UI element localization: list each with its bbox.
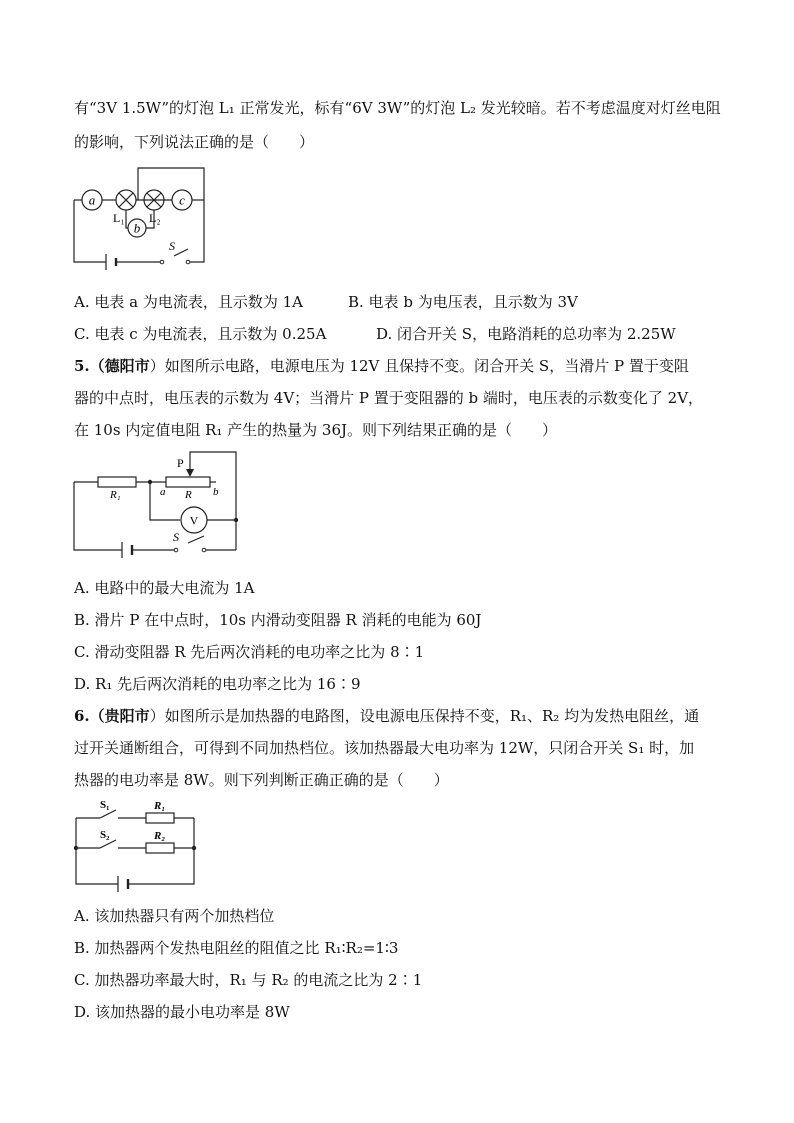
- q6-option-d: D. 该加热器的最小电功率是 8W: [74, 1003, 290, 1021]
- q5-number: 5.（: [74, 357, 105, 375]
- rheostat-r-label: R: [185, 489, 192, 501]
- q6-option-a: A. 该加热器只有两个加热档位: [74, 907, 275, 925]
- meter-c-label: c: [179, 192, 185, 208]
- lamp-l1-label: L₁: [113, 211, 125, 225]
- q6-circuit-diagram: [70, 800, 200, 892]
- q5-stem-line3: 在 10s 内定值电阻 R₁ 产生的热量为 36J。则下列结果正确的是（ ）: [74, 421, 558, 439]
- q5-option-d: D. R₁ 先后两次消耗的电功率之比为 16∶9: [74, 675, 361, 693]
- q6-stem-line1: [74, 706, 699, 726]
- meter-a-label: a: [88, 192, 96, 208]
- q5-stem-line1-text: ）如图所示电路，电源电压为 12V 且保持不变。闭合开关 S，当滑片 P 置于变阻: [149, 357, 689, 375]
- q4-option-c: C. 电表 c 为电流表，且示数为 0.25A: [74, 325, 327, 343]
- q4-stem-line1: 有“3V 1.5W”的灯泡 L₁ 正常发光，标有“6V 3W”的灯泡 L₂ 发光较暗。若不考虑温度对灯丝电阻: [74, 99, 721, 117]
- q4-option-b: B. 电表 b 为电压表，且示数为 3V: [348, 293, 578, 311]
- q6-city: 贵阳市: [104, 707, 150, 725]
- q4-stem-line2: 的影响，下列说法正确的是（ ）: [74, 133, 315, 151]
- q6-stem-line1-text: ）如图所示是加热器的电路图，设电源电压保持不变，R₁、R₂ 均为发热电阻丝，通: [149, 707, 700, 725]
- resistor-r1-label: R₁: [110, 489, 121, 501]
- point-a-label: a: [160, 486, 166, 498]
- q4-option-a: A. 电表 a 为电流表，且示数为 1A: [74, 293, 303, 311]
- q6-number: 6.（: [74, 707, 105, 725]
- lamp-l2-label: L₂: [149, 211, 161, 225]
- meter-b-label: b: [133, 220, 141, 236]
- slider-p-label: P: [177, 456, 184, 470]
- q5-option-c: C. 滑动变阻器 R 先后两次消耗的电功率之比为 8∶1: [74, 643, 425, 661]
- point-b-label: b: [213, 486, 219, 498]
- q6-option-c: C. 加热器功率最大时，R₁ 与 R₂ 的电流之比为 2∶1: [74, 971, 423, 989]
- switch-s-label: S: [173, 530, 179, 544]
- q6-option-b: B. 加热器两个发热电阻丝的阻值之比 R₁∶R₂=1∶3: [74, 939, 399, 957]
- switch-s2-label: S₂: [100, 829, 110, 841]
- q6-stem-line3: 热器的电功率是 8W。则下列判断正确正确的是（ ）: [74, 771, 449, 789]
- resistor-r1-label: R₁: [154, 800, 166, 812]
- q5-circuit-diagram: [70, 450, 242, 558]
- switch-s1-label: S₁: [100, 799, 110, 811]
- q6-stem-line2: 过开关通断组合，可得到不同加热档位。该加热器最大电功率为 12W，只闭合开关 S₁ 时，加: [74, 739, 695, 757]
- q4-circuit-diagram: [70, 164, 210, 268]
- switch-s-label: S: [169, 239, 175, 253]
- q5-stem-line1: [74, 356, 689, 376]
- q5-stem-line2: 器的中点时，电压表的示数为 4V；当滑片 P 置于变阻器的 b 端时，电压表的示数变化了 2V，: [74, 389, 704, 407]
- q5-city: 德阳市: [104, 357, 150, 375]
- q5-option-b: B. 滑片 P 在中点时，10s 内滑动变阻器 R 消耗的电能为 60J: [74, 611, 482, 629]
- q5-option-a: A. 电路中的最大电流为 1A: [74, 579, 255, 597]
- voltmeter-label: V: [189, 513, 199, 528]
- resistor-r2-label: R₂: [154, 830, 166, 842]
- q4-option-d: D. 闭合开关 S，电路消耗的总功率为 2.25W: [376, 325, 676, 343]
